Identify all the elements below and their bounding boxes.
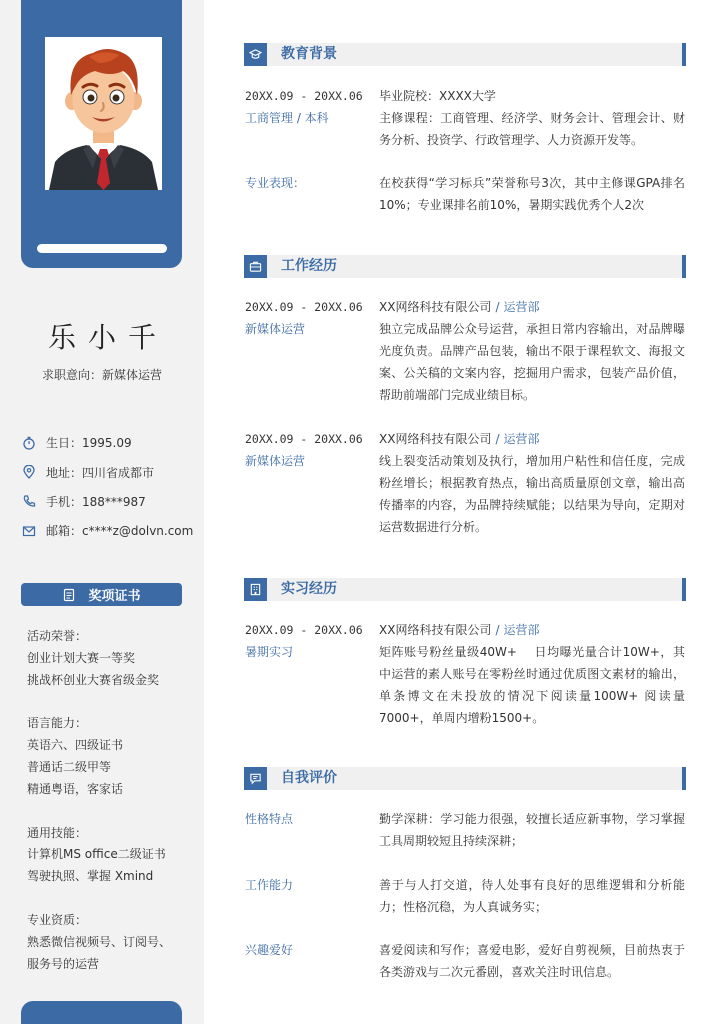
education-header <box>244 43 686 66</box>
address-row <box>22 457 202 486</box>
education-date: 20XX.09 - 20XX.06 <box>245 89 363 103</box>
work-title: 工作经历 <box>281 258 337 274</box>
work-date: 20XX.09 - 20XX.06 <box>245 300 363 314</box>
self-header <box>244 767 686 790</box>
education-major: 工商管理 / 本科 <box>245 111 329 125</box>
intern-header <box>244 578 686 601</box>
work-dept: 运营部 <box>503 300 540 314</box>
award-heading: 专业资质： <box>27 912 88 927</box>
work-dept: 运营部 <box>503 432 540 446</box>
self-item-text: 善于与人打交道，待人处事有良好的思维逻辑和分析能力；性格沉稳，为人真诚务实； <box>379 878 685 914</box>
certificate-icon <box>62 588 76 602</box>
mail-icon <box>22 524 36 538</box>
intern-date: 20XX.09 - 20XX.06 <box>245 623 363 637</box>
graduation-cap-icon <box>244 43 267 66</box>
work-desc: 线上裂变活动策划及执行，增加用户粘性和信任度，完成粉丝增长；根据教育热点，输出高质量原创文章，输出高传播率的内容，为品牌持续赋能；以结果为导向，定期对运营数据进行分析。 <box>379 454 685 534</box>
work-org <box>379 428 685 450</box>
contact-info <box>22 428 202 546</box>
location-pin-icon <box>22 465 36 479</box>
photo-card-bar <box>37 244 167 253</box>
address-text: 地址：四川省成都市 <box>46 465 155 480</box>
award-heading: 通用技能： <box>27 825 88 840</box>
job-intent: 求职意向：新媒体运营 <box>41 368 162 382</box>
intern-position: 暑期实习 <box>245 645 294 659</box>
intern-title: 实习经历 <box>281 581 337 597</box>
award-item: 精通粤语，客家话 <box>27 781 124 796</box>
award-item: 英语六、四级证书 <box>27 738 124 753</box>
sidebar <box>0 0 204 1024</box>
org-separator: / <box>495 300 500 314</box>
org-separator: / <box>495 432 500 446</box>
phone-icon <box>22 494 36 508</box>
work-position: 新媒体运营 <box>245 454 306 468</box>
award-item: 普通话二级甲等 <box>27 759 112 774</box>
intern-org <box>379 619 685 641</box>
birthday-text: 生日：1995.09 <box>46 436 132 451</box>
sidebar-bottom-tab <box>21 1001 182 1024</box>
performance-text: 在校获得“学习标兵”荣誉称号3次，其中主修课GPA排名10%；专业课排名前10%，暑期实践优秀个人2次 <box>379 176 685 212</box>
self-item-text: 勤学深耕：学习能力很强，较擅长适应新事物，学习掌握工具周期较短且持续深耕； <box>379 812 685 848</box>
education-school: 毕业院校：XXXX大学 <box>379 89 496 103</box>
intern-company: XX网络科技有限公司 <box>379 623 492 637</box>
award-heading: 语言能力： <box>27 716 88 731</box>
award-heading: 活动荣誉： <box>27 629 88 643</box>
work-desc: 独立完成品牌公众号运营，承担日常内容输出，对品牌曝光度负责。品牌产品包装，输出不限于课程软文、海报文案、公关稿的文案内容，挖掘用户需求，包装产品价值，帮助前端部门完成业绩目标。 <box>379 322 685 402</box>
chat-bubble-icon <box>244 767 267 790</box>
work-org <box>379 296 685 318</box>
person-name: 乐小千 <box>47 321 168 354</box>
award-item: 驾驶执照、掌握 Xmind <box>27 869 154 884</box>
awards-list <box>27 626 202 975</box>
education-courses: 主修课程：工商管理、经济学、财务会计、管理会计、财务分析、投资学、行政管理学、人力资源开发等。 <box>379 111 685 147</box>
work-company: XX网络科技有限公司 <box>379 300 492 314</box>
self-item-label: 兴趣爱好 <box>245 943 294 957</box>
award-item: 挑战杯创业大赛省级金奖 <box>27 672 160 687</box>
award-item: 服务号的运营 <box>27 956 100 971</box>
briefcase-icon <box>244 255 267 278</box>
email-row <box>22 516 202 545</box>
self-item-label: 工作能力 <box>245 878 294 892</box>
work-position: 新媒体运营 <box>245 322 306 336</box>
phone-row <box>22 487 202 516</box>
work-header <box>244 255 686 278</box>
photo-card <box>21 0 182 268</box>
award-item: 熟悉微信视频号、订阅号、 <box>27 934 172 949</box>
self-title: 自我评价 <box>281 770 337 786</box>
avatar <box>45 37 162 190</box>
phone-text: 手机：188***987 <box>46 494 146 509</box>
intern-desc: 矩阵账号粉丝量级40W+ 日均曝光量合计10W+，其中运营的素人账号在零粉丝时通过优质图文素材的输出，单条博文在未投放的情况下阅读量100W+ 阅读量7000+，单周内增粉1500+。 <box>379 645 685 725</box>
work-date: 20XX.09 - 20XX.06 <box>245 432 363 446</box>
org-separator: / <box>495 623 500 637</box>
stopwatch-icon <box>22 436 36 450</box>
education-title: 教育背景 <box>281 46 337 62</box>
building-icon <box>244 578 267 601</box>
awards-title: 奖项证书 <box>88 589 141 604</box>
intern-dept: 运营部 <box>503 623 540 637</box>
award-item: 创业计划大赛一等奖 <box>27 650 136 665</box>
self-item-label: 性格特点 <box>245 812 294 826</box>
work-company: XX网络科技有限公司 <box>379 432 492 446</box>
birthday-row <box>22 428 202 457</box>
award-item: 计算机MS office二级证书 <box>27 847 166 862</box>
email-text: 邮箱：c****z@dolvn.com <box>46 524 194 539</box>
performance-label: 专业表现： <box>245 176 306 190</box>
self-item-text: 喜爱阅读和写作；喜爱电影，爱好自剪视频，目前热衷于各类游戏与二次元番剧，喜欢关注时讯信息。 <box>379 943 685 979</box>
awards-header <box>21 583 182 606</box>
avatar-illustration <box>45 37 162 190</box>
